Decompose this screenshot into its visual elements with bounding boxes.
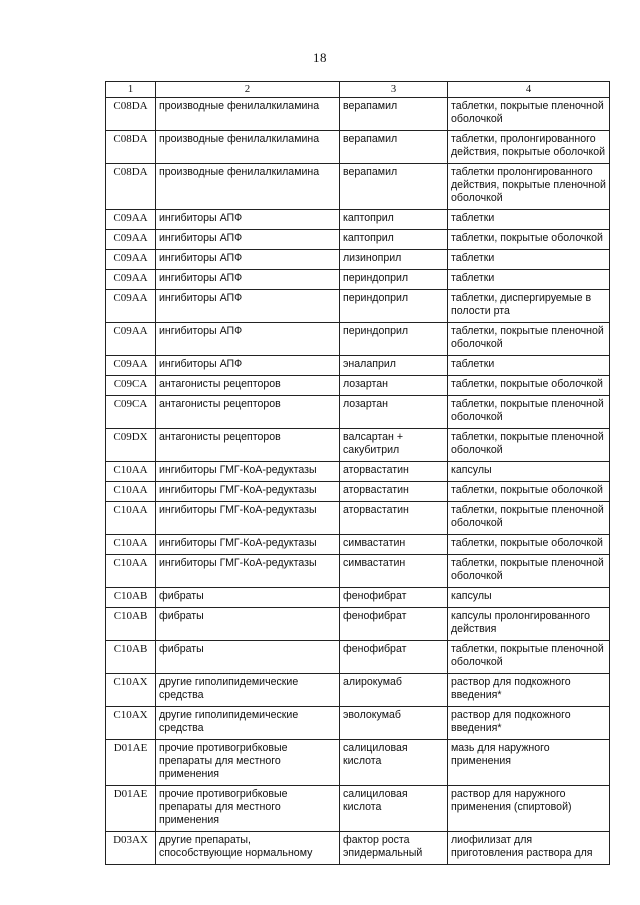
table-row [106, 376, 610, 396]
substance-cell: симвастатин [340, 555, 448, 588]
pharm-group-cell: антагонисты рецепторов [156, 429, 340, 462]
substance-cell: валсартан + сакубитрил [340, 429, 448, 462]
dosage-form-cell: раствор для подкожного введения* [448, 674, 610, 707]
pharm-group-cell: ингибиторы ГМГ-КоА-редуктазы [156, 502, 340, 535]
atc-code-cell: C09AA [106, 356, 156, 376]
substance-cell: лозартан [340, 376, 448, 396]
substance-cell: фенофибрат [340, 588, 448, 608]
table-row [106, 323, 610, 356]
substance-cell: эволокумаб [340, 707, 448, 740]
dosage-form-cell: таблетки [448, 210, 610, 230]
column-header-3: 3 [340, 82, 448, 98]
substance-cell: периндоприл [340, 290, 448, 323]
table-row [106, 98, 610, 131]
table-row [106, 502, 610, 535]
substance-cell: фенофибрат [340, 641, 448, 674]
atc-code-cell: D01AE [106, 740, 156, 786]
pharm-group-cell: другие препараты, способствующие нормальному [156, 832, 340, 865]
table-row [106, 707, 610, 740]
atc-code-cell: C10AB [106, 608, 156, 641]
dosage-form-cell: капсулы [448, 588, 610, 608]
table-row [106, 535, 610, 555]
dosage-form-cell: лиофилизат для приготовления раствора для [448, 832, 610, 865]
pharm-group-cell: производные фенилалкиламина [156, 164, 340, 210]
substance-cell: симвастатин [340, 535, 448, 555]
dosage-form-cell: капсулы пролонгированного действия [448, 608, 610, 641]
table-row [106, 740, 610, 786]
atc-code-cell: C09AA [106, 323, 156, 356]
pharm-group-cell: прочие противогрибковые препараты для местного применения [156, 786, 340, 832]
dosage-form-cell: таблетки, покрытые пленочной оболочкой [448, 323, 610, 356]
table-row [106, 396, 610, 429]
pharm-group-cell: фибраты [156, 608, 340, 641]
table-row [106, 250, 610, 270]
dosage-form-cell: таблетки, покрытые оболочкой [448, 376, 610, 396]
atc-code-cell: C10AA [106, 555, 156, 588]
substance-cell: аторвастатин [340, 502, 448, 535]
atc-code-cell: D03AX [106, 832, 156, 865]
table-body [106, 98, 610, 865]
atc-code-cell: C08DA [106, 98, 156, 131]
table-row [106, 832, 610, 865]
pharm-group-cell: прочие противогрибковые препараты для местного применения [156, 740, 340, 786]
pharm-group-cell: ингибиторы АПФ [156, 210, 340, 230]
dosage-form-cell: таблетки [448, 270, 610, 290]
pharm-group-cell: ингибиторы АПФ [156, 230, 340, 250]
dosage-form-cell: капсулы [448, 462, 610, 482]
dosage-form-cell: таблетки, покрытые пленочной оболочкой [448, 555, 610, 588]
dosage-form-cell: таблетки, покрытые оболочкой [448, 482, 610, 502]
atc-code-cell: C10AA [106, 482, 156, 502]
pharm-group-cell: ингибиторы АПФ [156, 270, 340, 290]
dosage-form-cell: раствор для подкожного введения* [448, 707, 610, 740]
column-header-1: 1 [106, 82, 156, 98]
atc-code-cell: C09AA [106, 230, 156, 250]
table-row [106, 786, 610, 832]
atc-code-cell: C09CA [106, 396, 156, 429]
atc-code-cell: C09CA [106, 376, 156, 396]
header-row [106, 82, 610, 98]
atc-code-cell: C10AA [106, 535, 156, 555]
table-row [106, 164, 610, 210]
pharm-group-cell: ингибиторы ГМГ-КоА-редуктазы [156, 555, 340, 588]
substance-cell: верапамил [340, 131, 448, 164]
atc-code-cell: C09AA [106, 210, 156, 230]
atc-code-cell: C09DX [106, 429, 156, 462]
table-row [106, 290, 610, 323]
substance-cell: периндоприл [340, 323, 448, 356]
substance-cell: фактор роста эпидермальный [340, 832, 448, 865]
substance-cell: лозартан [340, 396, 448, 429]
table-row [106, 641, 610, 674]
dosage-form-cell: таблетки, покрытые оболочкой [448, 535, 610, 555]
column-header-4: 4 [448, 82, 610, 98]
dosage-form-cell: таблетки, покрытые пленочной оболочкой [448, 641, 610, 674]
substance-cell: верапамил [340, 98, 448, 131]
atc-code-cell: C10AB [106, 641, 156, 674]
atc-code-cell: C09AA [106, 250, 156, 270]
pharm-group-cell: ингибиторы ГМГ-КоА-редуктазы [156, 462, 340, 482]
atc-code-cell: D01AE [106, 786, 156, 832]
atc-code-cell: C10AB [106, 588, 156, 608]
dosage-form-cell: таблетки [448, 356, 610, 376]
table-row [106, 270, 610, 290]
table-row [106, 674, 610, 707]
pharm-group-cell: другие гиполипидемические средства [156, 674, 340, 707]
pharm-group-cell: ингибиторы АПФ [156, 290, 340, 323]
substance-cell: салициловая кислота [340, 786, 448, 832]
atc-code-cell: C08DA [106, 164, 156, 210]
substance-cell: верапамил [340, 164, 448, 210]
table-row [106, 131, 610, 164]
pharm-group-cell: производные фенилалкиламина [156, 98, 340, 131]
dosage-form-cell: таблетки, покрытые пленочной оболочкой [448, 98, 610, 131]
table-row [106, 588, 610, 608]
atc-code-cell: C09AA [106, 290, 156, 323]
atc-code-cell: C10AA [106, 462, 156, 482]
pharm-group-cell: ингибиторы ГМГ-КоА-редуктазы [156, 482, 340, 502]
dosage-form-cell: таблетки, пролонгированного действия, покрытые оболочкой [448, 131, 610, 164]
dosage-form-cell: мазь для наружного применения [448, 740, 610, 786]
dosage-form-cell: таблетки, диспергируемые в полости рта [448, 290, 610, 323]
substance-cell: периндоприл [340, 270, 448, 290]
atc-code-cell: C10AX [106, 674, 156, 707]
substance-cell: каптоприл [340, 210, 448, 230]
pharm-group-cell: ингибиторы АПФ [156, 250, 340, 270]
drug-table [105, 81, 610, 865]
atc-code-cell: C10AX [106, 707, 156, 740]
pharm-group-cell: антагонисты рецепторов [156, 376, 340, 396]
substance-cell: салициловая кислота [340, 740, 448, 786]
pharm-group-cell: другие гиполипидемические средства [156, 707, 340, 740]
table-row [106, 482, 610, 502]
substance-cell: лизиноприл [340, 250, 448, 270]
pharm-group-cell: фибраты [156, 641, 340, 674]
table-row [106, 356, 610, 376]
table-row [106, 462, 610, 482]
atc-code-cell: C10AA [106, 502, 156, 535]
dosage-form-cell: таблетки, покрытые оболочкой [448, 230, 610, 250]
pharm-group-cell: ингибиторы АПФ [156, 356, 340, 376]
table-header [106, 82, 610, 98]
dosage-form-cell: таблетки, покрытые пленочной оболочкой [448, 429, 610, 462]
table-row [106, 210, 610, 230]
pharm-group-cell: ингибиторы ГМГ-КоА-редуктазы [156, 535, 340, 555]
atc-code-cell: C08DA [106, 131, 156, 164]
dosage-form-cell: таблетки [448, 250, 610, 270]
dosage-form-cell: таблетки, покрытые пленочной оболочкой [448, 396, 610, 429]
substance-cell: каптоприл [340, 230, 448, 250]
table-row [106, 555, 610, 588]
column-header-2: 2 [156, 82, 340, 98]
substance-cell: фенофибрат [340, 608, 448, 641]
pharm-group-cell: производные фенилалкиламина [156, 131, 340, 164]
substance-cell: алирокумаб [340, 674, 448, 707]
pharm-group-cell: антагонисты рецепторов [156, 396, 340, 429]
substance-cell: аторвастатин [340, 482, 448, 502]
substance-cell: эналаприл [340, 356, 448, 376]
table-row [106, 230, 610, 250]
dosage-form-cell: таблетки, покрытые пленочной оболочкой [448, 502, 610, 535]
table-row [106, 608, 610, 641]
table-row [106, 429, 610, 462]
dosage-form-cell: таблетки пролонгированного действия, покрытые пленочной оболочкой [448, 164, 610, 210]
page-number: 18 [313, 50, 327, 65]
substance-cell: аторвастатин [340, 462, 448, 482]
atc-code-cell: C09AA [106, 270, 156, 290]
pharm-group-cell: ингибиторы АПФ [156, 323, 340, 356]
pharm-group-cell: фибраты [156, 588, 340, 608]
dosage-form-cell: раствор для наружного применения (спиртовой) [448, 786, 610, 832]
